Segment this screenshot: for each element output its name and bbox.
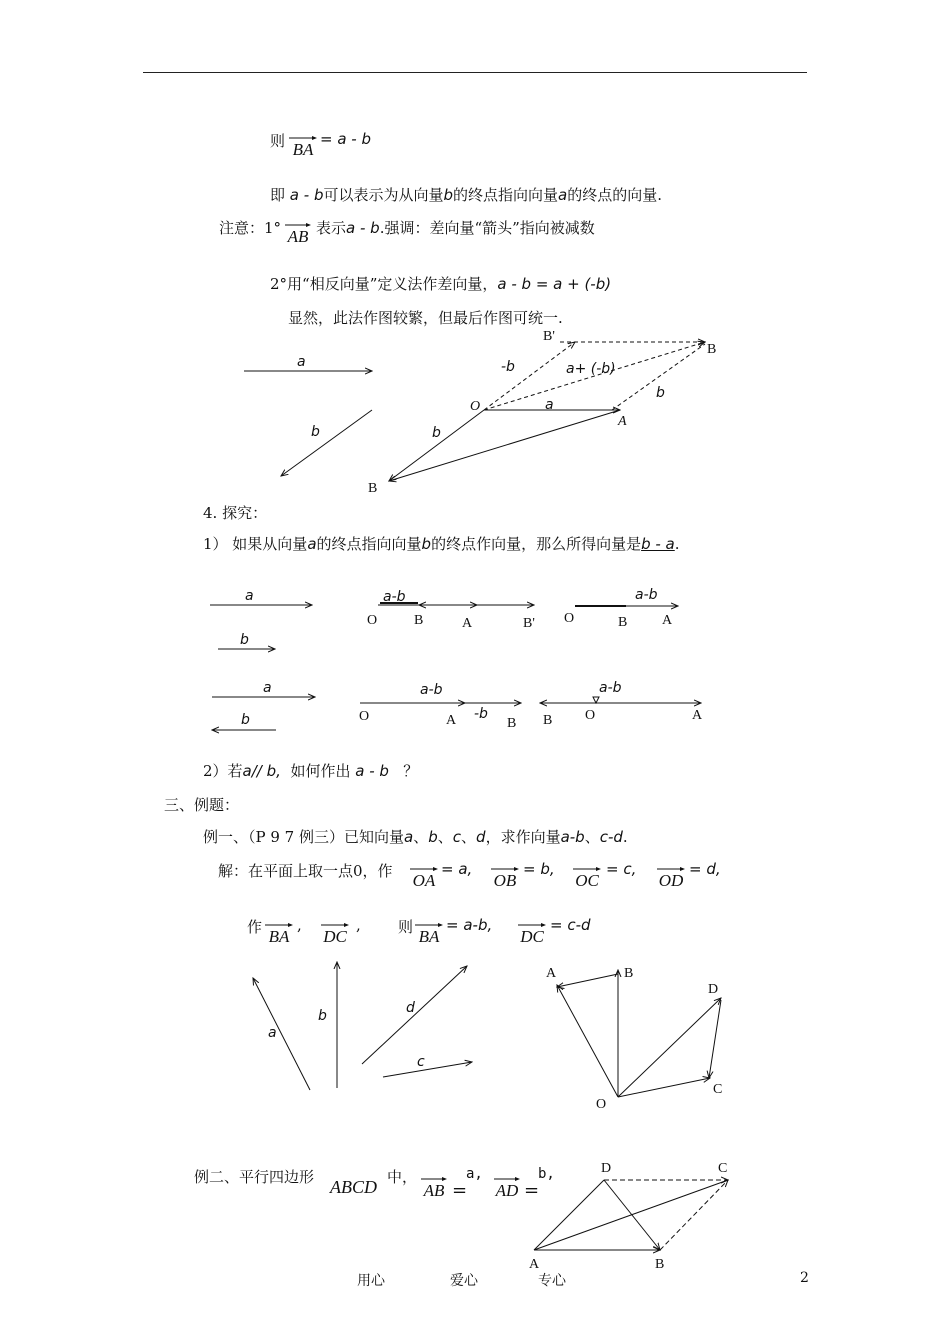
fig1-label-a2: a [545,397,554,413]
fig1-point-B-bottom: B [368,481,378,496]
vector-OA: OA [409,864,439,889]
explore1-text: 1） 如果从向量a的终点指向向量b的终点作向量，那么所得向量是b - a. [203,535,680,553]
fig1-point-O: O [470,399,481,414]
fig1-neg-b [484,342,575,410]
footer-yongxin: 用心 [357,1273,385,1289]
fig2-point-A1: A [462,616,473,631]
fig4-label-d: d [406,1000,415,1016]
fig3-label-amb1: a-b [420,682,443,698]
fig4-point-D: D [708,982,719,997]
fig3-point-A1: A [446,713,457,728]
fig1-point-A: A [618,414,627,429]
solution2-result1: = a-b, [446,916,493,934]
fig2-point-O1: O [367,613,378,628]
solution2-then: 则 [398,918,414,936]
example2-a: a, [466,1166,483,1182]
fig2-label-amb2: a-b [635,587,658,603]
fig3-point-O1: O [359,709,370,724]
section-examples: 三、例题： [164,796,240,814]
fig3-point-B2: B [543,713,553,728]
solution-eq-b: = b, [523,860,555,878]
fig5-diag-DB [604,1180,660,1250]
example2-eq1: = [452,1180,468,1201]
vector-BA-3: BA [414,920,444,945]
line1-rhs: = a - b [320,130,371,148]
fig5-point-D: D [601,1161,612,1176]
fig4-OA [557,985,618,1097]
line1-prefix: 则 [270,132,286,150]
fig1-label-b: b [311,424,320,440]
fig3-point-O2: O [585,708,596,723]
footer-aixin: 爱心 [450,1273,478,1289]
fig1-label-neg-b: -b [501,359,515,375]
fig1-OB [389,410,484,481]
fig5-point-A: A [529,1257,540,1272]
example2-prefix: 例二、平行四边形 [194,1168,315,1186]
note1-prefix: 注意：1° [219,219,282,237]
fig1-label-b2: b [432,425,441,441]
example2-abcd: ABCD [330,1177,377,1197]
fig3-label-b: b [241,712,250,728]
vector-DC-2: DC [517,920,547,945]
solution2-result2: = c-d [550,916,591,934]
fig4-point-A: A [546,966,557,981]
solution2-comma2: , [356,916,361,934]
solution-eq-c: = c, [606,860,637,878]
fig2-label-b: b [240,632,249,648]
fig4-DC [709,1000,721,1078]
fig3-label-a: a [263,680,272,696]
vector-DC: DC [320,920,350,945]
solution-eq-d: = d, [689,860,721,878]
solution-prefix: 解：在平面上取一点0，作 [218,862,393,880]
fig2-label-amb1: a-b [383,589,406,605]
note3-text: 显然，此法作图较繁，但最后作图可统一. [288,309,563,327]
fig4-point-O: O [596,1097,607,1112]
footer-zhuanxin: 专心 [538,1273,566,1289]
fig4-vector-c [383,1062,472,1077]
fig1-point-Bprime: B' [543,329,555,344]
fig4-point-B: B [624,966,634,981]
fig4-vector-a [253,978,310,1090]
vector-OC: OC [572,864,602,889]
fig2-label-a: a [245,588,254,604]
fig5-diag-AC [534,1180,728,1250]
fig2-point-A2: A [662,613,673,628]
solution-eq-a: = a, [441,860,473,878]
fig4-label-a: a [268,1025,277,1041]
fig4-OC [618,1078,710,1097]
vector-BA-2: BA [264,920,294,945]
page-number: 2 [800,1270,809,1286]
vector-OB: OB [490,864,520,889]
fig5-side-AD [534,1180,604,1250]
fig5-point-B: B [655,1257,665,1272]
fig3-label-amb2: a-b [599,680,622,696]
fig1-label-b3: b [656,385,665,401]
fig5-point-C: C [718,1161,728,1176]
solution2-comma1: , [297,916,302,934]
fig1-AB [389,410,620,481]
fig4-label-b: b [318,1008,327,1024]
vector-AB: AB [284,220,312,245]
example2-eq2: = [524,1180,540,1201]
fig2-point-B1p: B' [523,616,535,631]
fig3-point-B1: B [507,716,517,731]
solution2-prefix: 作 [247,918,263,936]
fig5-side-BC [660,1180,728,1250]
fig4-OD [618,998,721,1097]
vector-AB-2: AB [420,1174,448,1199]
note1-text: 表示a - b.强调：差向量“箭头”指向被减数 [316,219,595,237]
fig1-point-B: B [707,342,717,357]
vector-BA: BA [288,133,318,158]
explore-title: 4. 探究： [203,504,268,522]
fig2-point-B1: B [414,613,424,628]
fig1-label-sum: a+ (-b) [566,361,616,377]
fig4-label-c: c [417,1054,425,1070]
fig1-label-a: a [297,354,306,370]
fig2-point-O2: O [564,611,575,626]
example2-mid: 中， [387,1168,418,1186]
fig4-point-C: C [713,1082,723,1097]
fig1-vector-b [281,410,372,476]
vector-OD: OD [656,864,686,889]
fig3-point-A2: A [692,708,703,723]
fig2-point-B2: B [618,615,628,630]
explore2-text: 2）若a// b, 如何作出 a - b ？ [203,762,419,780]
example2-b: b, [538,1166,555,1182]
fig4-BA [557,974,618,987]
vector-AD: AD [493,1174,521,1199]
example1-text: 例一、（P 9 7 例三）已知向量a、b、c、d，求作向量a-b、c-d. [203,828,628,846]
note2-text: 2°用“相反向量”定义法作差向量，a - b = a + (-b) [270,275,612,293]
line2-text: 即 a - b可以表示为从向量b的终点指向向量a的终点的向量. [270,186,663,204]
fig3-label-negb: -b [474,706,488,722]
